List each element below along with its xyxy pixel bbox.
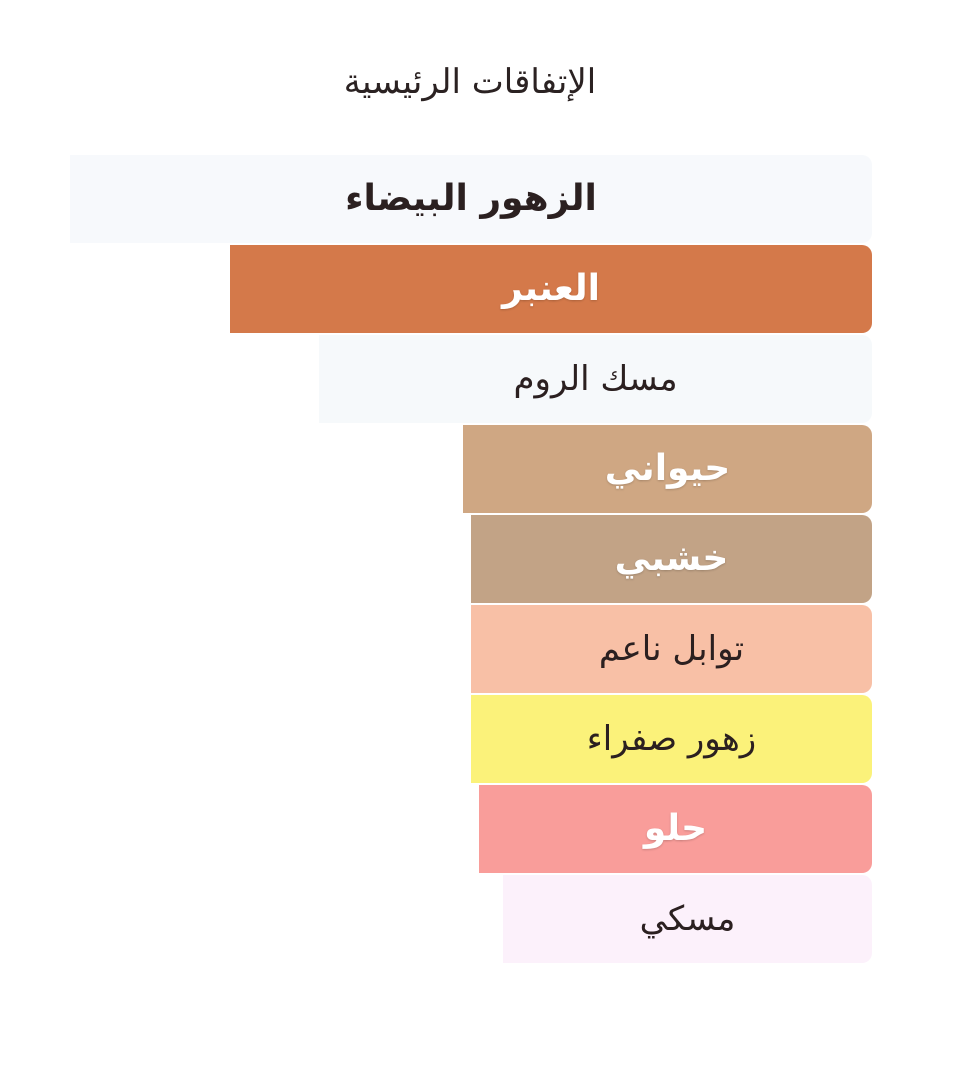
- bar: [479, 785, 872, 873]
- bar-label: الزهور البيضاء: [345, 178, 597, 219]
- bar-label: حلو: [643, 808, 708, 849]
- bar-label: حيواني: [604, 448, 731, 489]
- bar: [319, 335, 872, 423]
- bar-label: زهور صفراء: [586, 719, 757, 759]
- bar: [230, 245, 872, 333]
- bar-label: توابل ناعم: [598, 629, 745, 669]
- bar-label: مسك الروم: [513, 359, 678, 399]
- bar-label: العنبر: [502, 268, 600, 309]
- bar: [70, 155, 872, 243]
- bar: [463, 425, 872, 513]
- bar: [471, 605, 872, 693]
- bar: [471, 515, 872, 603]
- bar-label: مسكي: [639, 899, 736, 939]
- chart-title: الإتفاقات الرئيسية: [343, 62, 597, 102]
- bar: [471, 695, 872, 783]
- bar-label: خشبي: [614, 538, 729, 579]
- bar: [503, 875, 872, 963]
